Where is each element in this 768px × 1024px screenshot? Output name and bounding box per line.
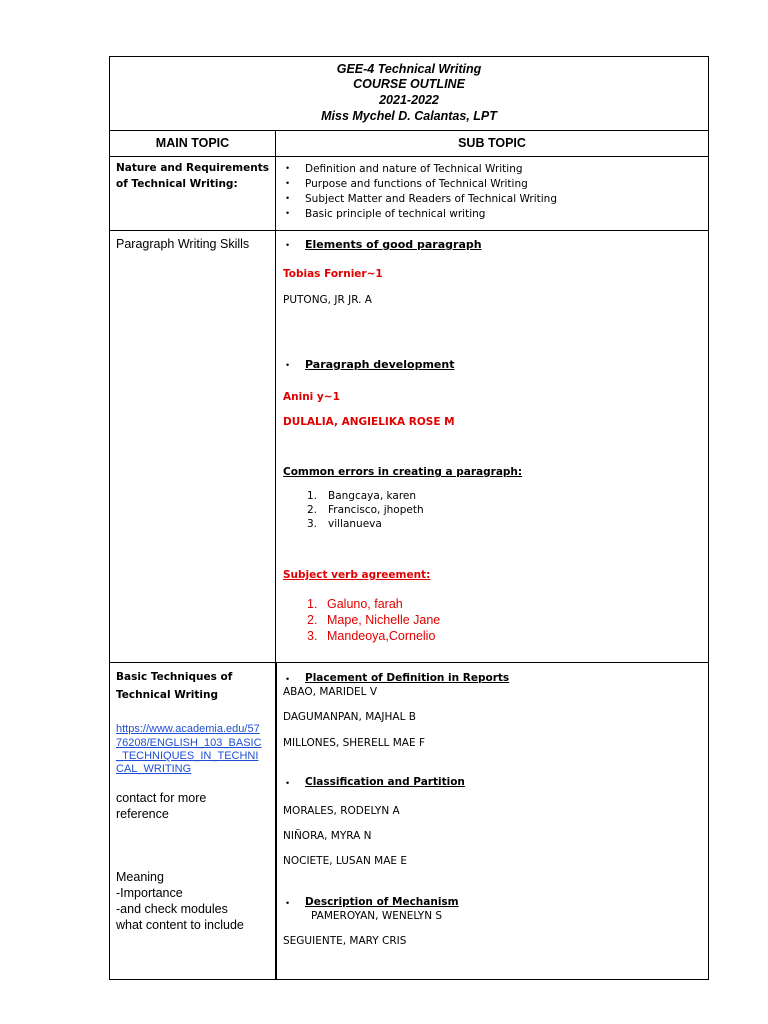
header-separator — [109, 130, 709, 131]
mechanism-name-1: PAMEROYAN, WENELYN S — [311, 910, 443, 922]
mechanism-heading: Description of Mechanism — [305, 896, 459, 908]
instructor-name: Miss Mychel D. Calantas, LPT — [321, 109, 497, 123]
development-heading: Paragraph development — [305, 358, 455, 371]
row1-subtopic-2: Purpose and functions of Technical Writing — [305, 178, 528, 190]
row1-subtopic-3: Subject Matter and Readers of Technical Writing — [305, 193, 557, 205]
row1-main-topic-cont: of Technical Writing: — [116, 178, 238, 190]
classification-name-3: NOCIETE, LUSAN MAE E — [283, 855, 408, 867]
bullet-icon: • — [286, 360, 290, 370]
classification-name-2: NIÑORA, MYRA N — [283, 830, 372, 842]
bullet-icon: • — [286, 178, 290, 188]
sub-topic-header: SUB TOPIC — [458, 136, 526, 150]
bullet-icon: • — [286, 240, 290, 250]
errors-num-1: 1. — [307, 490, 318, 502]
column-header-separator — [109, 156, 709, 157]
sva-num-2: 2. — [307, 613, 318, 627]
placement-name-2: DAGUMANPAN, MAJHAL B — [283, 711, 416, 723]
bullet-icon: • — [286, 898, 290, 908]
reference-link-2[interactable]: 76208/ENGLISH_103_BASIC — [116, 737, 262, 749]
mechanism-name-2: SEGUIENTE, MARY CRIS — [283, 935, 407, 947]
errors-item-3: villanueva — [328, 518, 382, 530]
classification-name-1: MORALES, RODELYN A — [283, 805, 400, 817]
development-red-note: Anini y~1 — [283, 391, 340, 403]
sva-item-2: Mape, Nichelle Jane — [327, 613, 441, 627]
row1-subtopic-1: Definition and nature of Technical Writing — [305, 163, 523, 175]
main-topic-header: MAIN TOPIC — [155, 136, 230, 150]
contact-note-cont: reference — [116, 807, 169, 821]
errors-num-3: 3. — [307, 518, 318, 530]
bullet-icon: • — [286, 778, 290, 788]
bullet-icon: • — [286, 163, 290, 173]
row3-main-topic: Basic Techniques of — [116, 671, 233, 683]
bullet-icon: • — [286, 208, 290, 218]
reference-link-1[interactable]: https://www.academia.edu/57 — [116, 723, 260, 735]
elements-red-note: Tobias Fornier~1 — [283, 268, 383, 280]
table-border-bottom — [109, 979, 709, 980]
table-border-top — [109, 56, 709, 57]
errors-num-2: 2. — [307, 504, 318, 516]
reference-link-4[interactable]: CAL_WRITING — [116, 763, 192, 775]
sva-item-3: Mandeoya,Cornelio — [327, 629, 436, 643]
table-border-right — [708, 56, 709, 980]
row2-main-topic: Paragraph Writing Skills — [116, 237, 250, 251]
sva-num-3: 3. — [307, 629, 318, 643]
row2-separator — [109, 662, 709, 663]
row1-subtopic-4: Basic principle of technical writing — [305, 208, 486, 220]
elements-heading: Elements of good paragraph — [305, 238, 482, 251]
reference-link-3[interactable]: _TECHNIQUES_IN_TECHNI — [116, 750, 259, 762]
note-line-1: Meaning — [116, 870, 164, 884]
bullet-icon: • — [286, 193, 290, 203]
course-outline-label: COURSE OUTLINE — [353, 77, 465, 91]
errors-item-1: Bangcaya, karen — [328, 490, 417, 502]
sva-heading: Subject verb agreement: — [283, 569, 431, 581]
elements-name: PUTONG, JR JR. A — [283, 294, 372, 306]
errors-heading: Common errors in creating a paragraph: — [283, 466, 523, 478]
note-line-3: -and check modules — [116, 902, 228, 916]
development-name: DULALIA, ANGIELIKA ROSE M — [283, 416, 455, 428]
sva-num-1: 1. — [307, 597, 318, 611]
contact-note: contact for more — [116, 791, 207, 805]
course-title: GEE-4 Technical Writing — [336, 62, 482, 76]
bullet-icon: • — [286, 674, 290, 684]
placement-name-1: ABAO, MARIDEL V — [283, 686, 378, 698]
table-border-left — [109, 56, 110, 980]
row1-separator — [109, 230, 709, 231]
note-line-4: what content to include — [116, 918, 244, 932]
row1-main-topic: Nature and Requirements — [116, 162, 269, 174]
school-year: 2021-2022 — [379, 93, 439, 107]
sva-item-1: Galuno, farah — [327, 597, 403, 611]
column-divider-thick — [276, 662, 277, 980]
placement-name-3: MILLONES, SHERELL MAE F — [283, 737, 425, 749]
classification-heading: Classification and Partition — [305, 776, 465, 788]
errors-item-2: Francisco, jhopeth — [328, 504, 424, 516]
note-line-2: -Importance — [116, 886, 183, 900]
row3-main-topic-cont: Technical Writing — [116, 689, 219, 701]
placement-heading: Placement of Definition in Reports — [305, 672, 510, 684]
